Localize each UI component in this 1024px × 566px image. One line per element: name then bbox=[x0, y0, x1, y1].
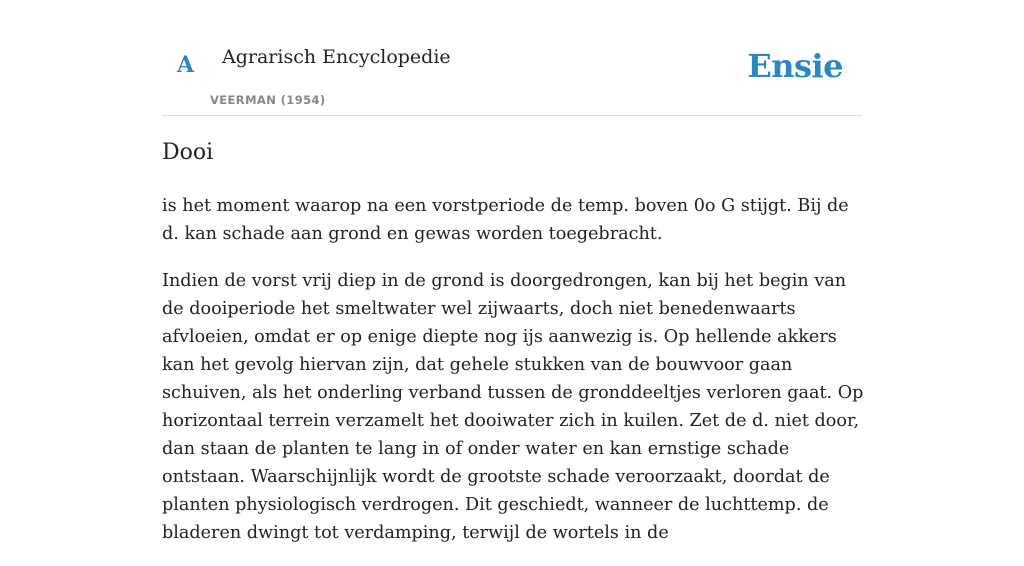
article-paragraph-1: is het moment waarop na een vorstperiode de temp. boven 0o G stijgt. Bij de d. kan schade aan grond en gewas worden toegebracht. bbox=[162, 196, 849, 244]
article-title: Dooi bbox=[162, 140, 214, 165]
article-body bbox=[162, 192, 864, 566]
header bbox=[162, 0, 862, 116]
publication-logo[interactable]: A bbox=[177, 52, 195, 78]
article-paragraph-2: Indien de vorst vrij diep in de grond is doorgedrongen, kan bij het begin van de dooiperiode het smeltwater wel zijwaarts, doch niet benedenwaarts afvloeien, omdat er op enige diepte nog ijs aanwezig is. Op hellende akkers kan het gevolg hiervan zijn, dat gehele stukken van de bouwvoor gaan schuiven, als het onderling verband tussen de gronddeeltjes verloren gaat. Op horizontaal terrein verzamelt het dooiwater zich in kuilen. Zet de d. niet door, dan staan de planten te lang in of onder water en kan ernstige schade ontstaan. Waarschijnlijk wordt de grootste schade veroorzaakt, doordat de planten physiologisch verdrogen. Dit geschiedt, wanneer de luchttemp. de bladeren dwingt tot verdamping, terwijl de wortels in de bbox=[162, 271, 864, 543]
brand-logo[interactable]: Ensie bbox=[747, 47, 843, 85]
publication-title[interactable]: Agrarisch Encyclopedie bbox=[222, 46, 451, 68]
publication-source: VEERMAN (1954) bbox=[210, 93, 326, 107]
